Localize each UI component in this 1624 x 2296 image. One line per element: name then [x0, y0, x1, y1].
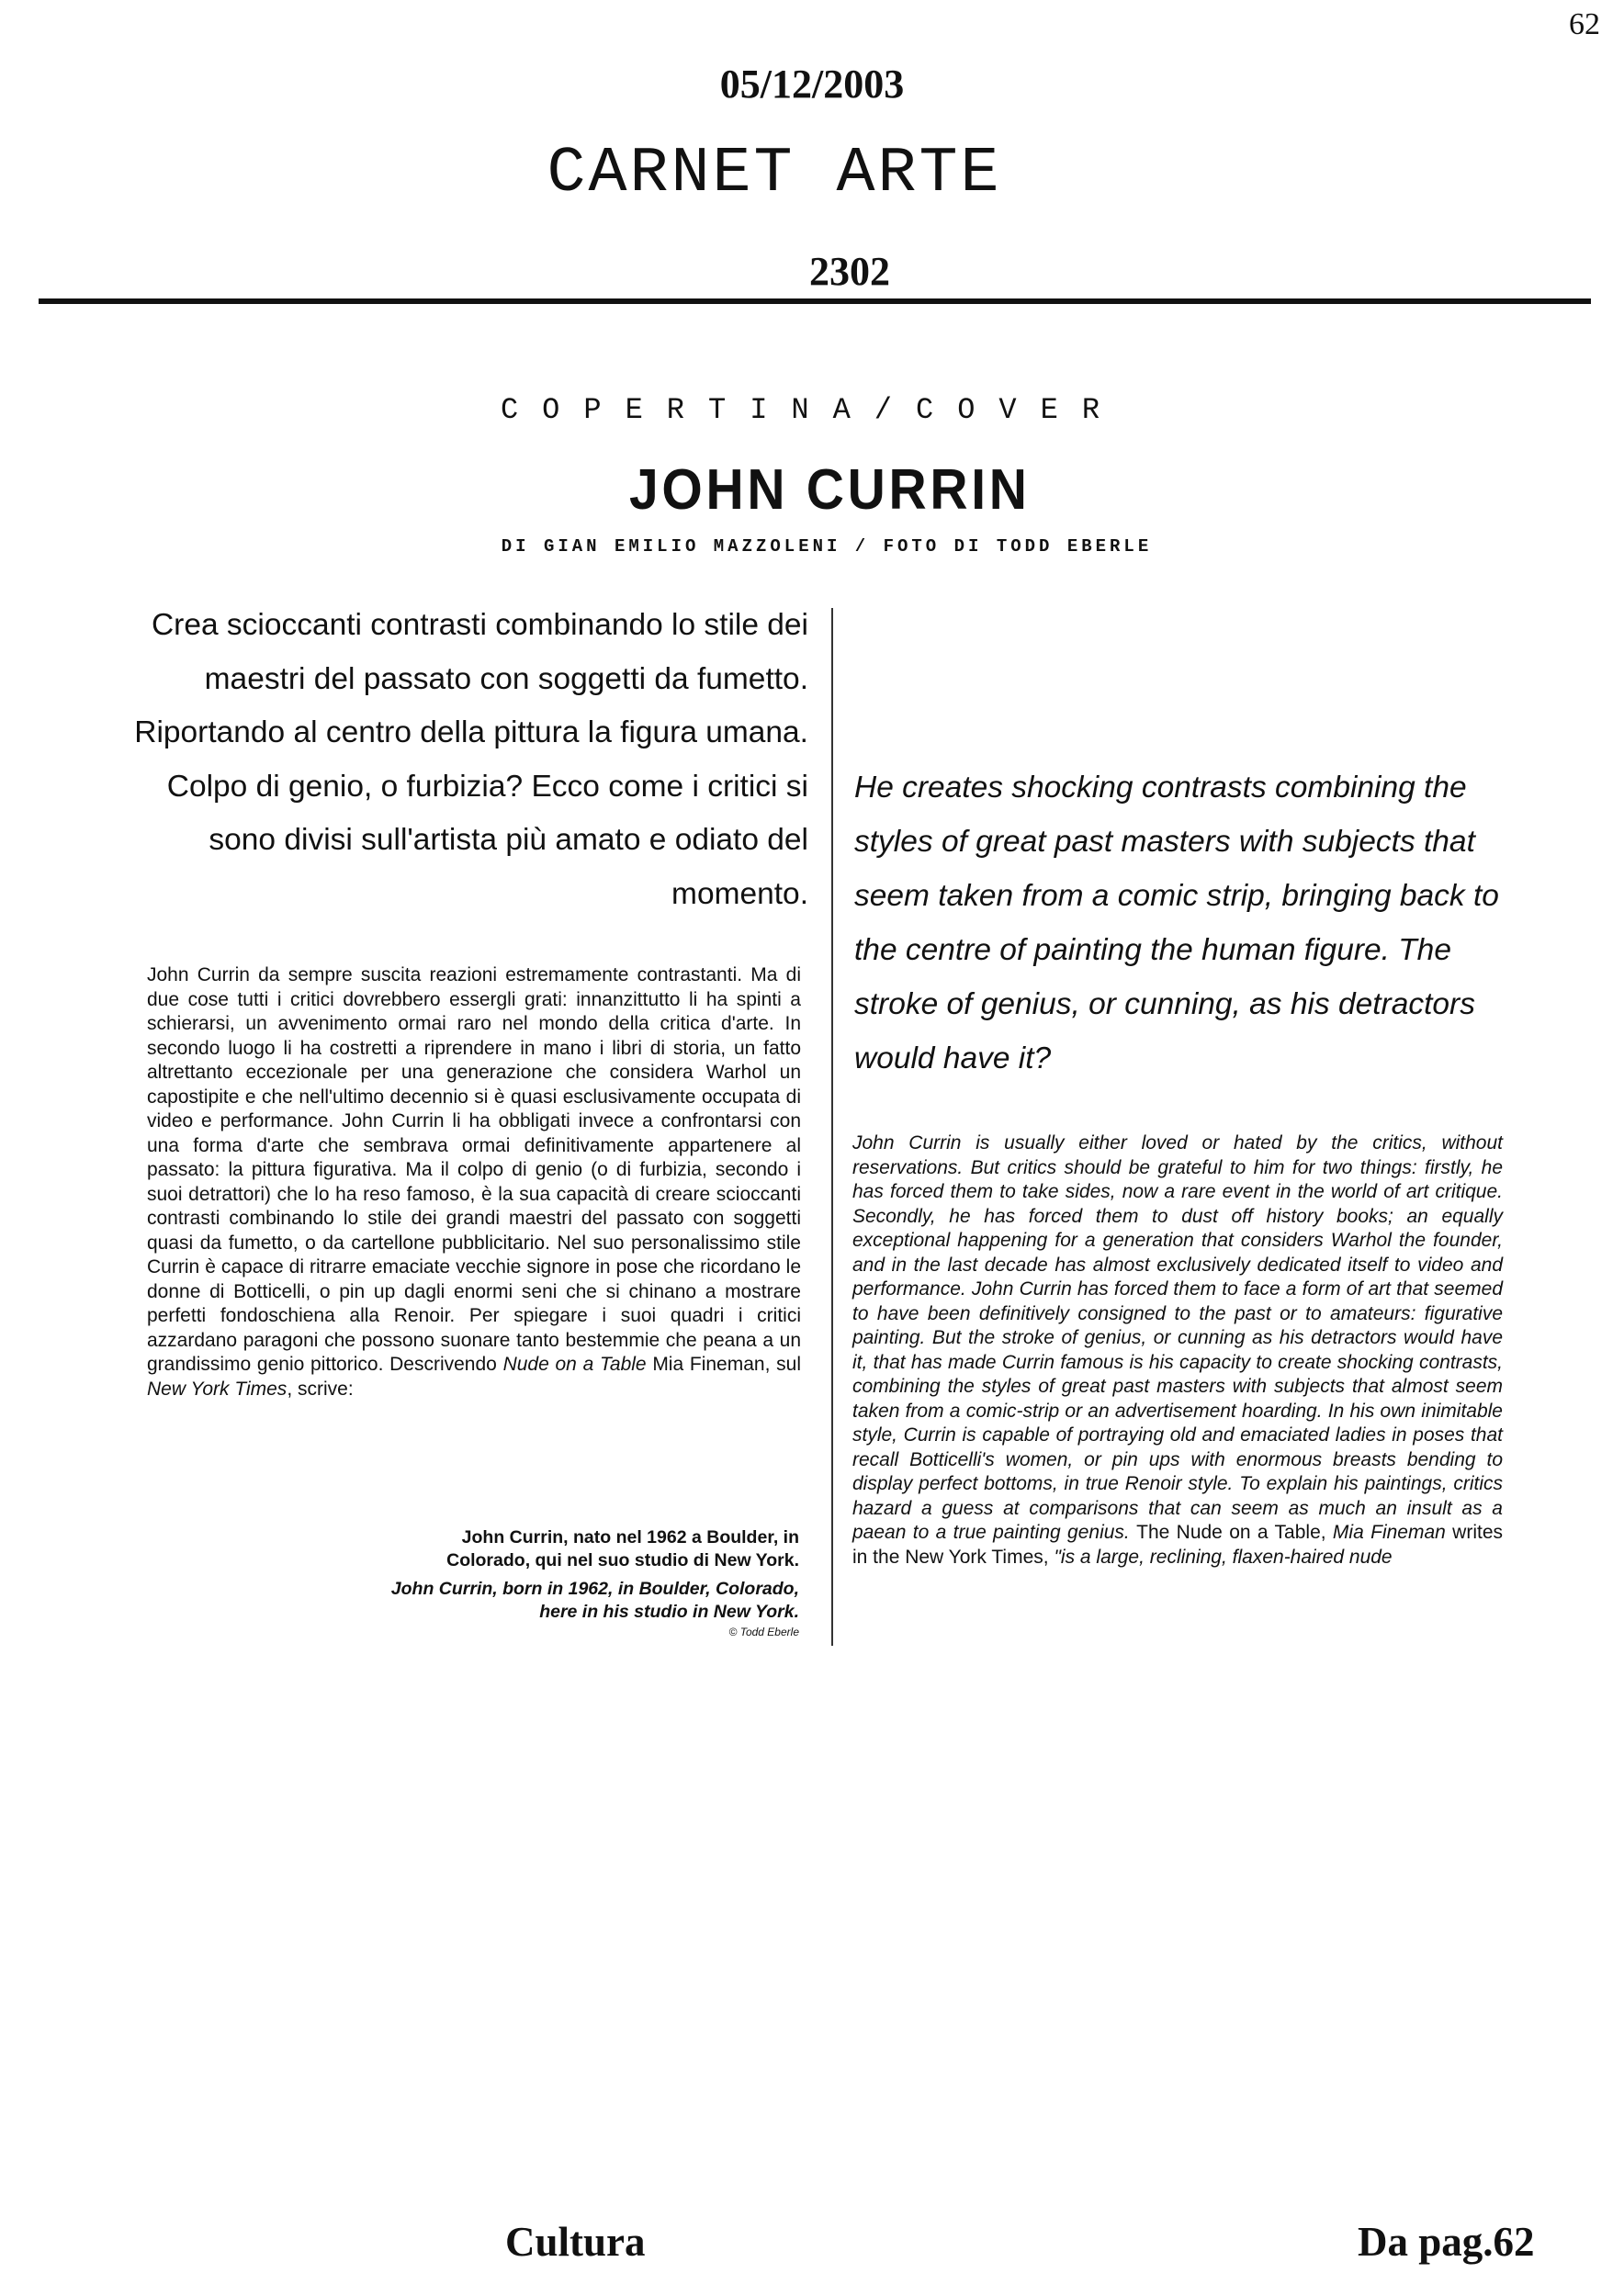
header-rule [39, 298, 1591, 304]
intro-italian: Crea scioccanti contrasti combinando lo stile dei maestri del passato con soggetti da fumetto. Riportando al centro della pittura la figura umana. Colpo di genio, o furbizia? Ecco come i critici si sono divisi sull'artista più amato e odiato del momento. [134, 608, 808, 911]
body-italian-italic1: Nude on a Table [502, 1354, 647, 1375]
photo-caption-italian: John Currin, nato nel 1962 a Boulder, in Colorado, qui nel suo studio di New York. [446, 1527, 799, 1570]
body-italian-part2: Mia Fineman, sul [646, 1354, 801, 1375]
photo-caption-english: John Currin, born in 1962, in Boulder, Colorado, here in his studio in New York. [390, 1579, 799, 1622]
body-text-english [852, 1131, 1503, 1570]
body-italian-part3: , scrive: [287, 1378, 354, 1400]
photo-credit: © Todd Eberle [728, 1626, 799, 1638]
body-italian-part1: John Currin da sempre suscita reazioni estremamente contrastanti. Ma di due cose tutti i critici dovrebbero essergli grati: innanzittutto li ha spinti a schierarsi, un avvenimento ormai raro nel mondo della critica d'arte. In secondo luogo li ha costretti a riprendere in mano i libri di storia, un fatto altrettanto eccezionale per una generazione che considera Warhol un capostipite e che nell'ultimo decennio si è quasi esclusivamente occupata di video e performance. John Currin li ha obbligati invece a confrontarsi con una forma d'arte che sembrava ormai definitivamente appartenere al passato: la pittura figurativa. Ma il colpo di genio (o di furbizia, secondo i suoi detrattori) che lo ha reso famoso, è la sua capacità di creare scioccanti contrasti combinando lo stile dei grandi maestri del passato con soggetti quasi da fumetto, o da cartellone pubblicitario. Nel suo personalissimo stile Currin è capace di ritrarre emaciate vecchie signore in pose che ricordano le donne di Botticelli, o pin up dagli enormi seni che si chinano a mostrare perfetti fondoschiena alla Renoir. Per spiegare i suoi quadri i critici azzardano paragoni che possono suonare tanto bestemmie che peana a un grandissimo genio pittorico. Descrivendo [147, 964, 801, 1375]
body-italian-italic2: New York Times [147, 1378, 288, 1400]
byline: DI GIAN EMILIO MAZZOLENI / FOTO DI TODD EBERLE [501, 536, 1153, 557]
column-divider [831, 608, 833, 1646]
body-english-part3: "is a large, reclining, flaxen-haired nude [1048, 1546, 1393, 1568]
body-english-part2: Mia Fineman [1325, 1522, 1453, 1543]
body-english-upright1: The Nude on a Table, [1136, 1522, 1326, 1543]
article-title: JOHN CURRIN [629, 458, 1031, 522]
date-line: 05/12/2003 [719, 62, 905, 107]
footer-section-label: Cultura [505, 2219, 646, 2265]
footer-page-reference: Da pag.62 [1358, 2219, 1535, 2265]
page-number: 62 [1569, 7, 1600, 41]
body-english-part1: John Currin is usually either loved or hated by the critics, without reservations. But critics should be grateful to him for two things: firstly, he has forced them to take sides, now a rare event in the world of art critique. Secondly, he has forced them to dust off history books; an equally exceptional happening for a generation that considers Warhol the founder, and in the last decade has almost exclusively dedicated itself to video and performance. John Currin has forced them to face a form of art that seemed to have been definitively consigned to the past or to amateurs: figurative painting. But the stroke of genius, or cunning as his detractors would have it, that has made Currin famous is his capacity to create shocking contrasts, combining the styles of great past masters with subjects that almost seem taken from a comic-strip or an advertisement hoarding. In his own inimitable style, Currin is capable of portraying old and emaciated ladies in poses that recall Botticelli's women, or pin ups with enormous breasts bending to display perfect bottoms, in true Renoir style. To explain his paintings, critics hazard a guess at comparisons that can seem as much an insult as a paean to a true painting genius. [852, 1132, 1503, 1543]
body-text-italian [147, 963, 801, 1401]
issue-number: 2302 [809, 249, 890, 294]
section-label: COPERTINA/COVER [500, 393, 1124, 427]
body-english-upright2: writes in the New York Times, [852, 1522, 1504, 1568]
publication-name: CARNET ARTE [547, 138, 1002, 210]
intro-english: He creates shocking contrasts combining the styles of great past masters with subjects that seem taken from a comic strip, bringing back to the centre of painting the human figure. The stroke of genius, or cunning, as his detractors would have it? [854, 771, 1499, 1075]
